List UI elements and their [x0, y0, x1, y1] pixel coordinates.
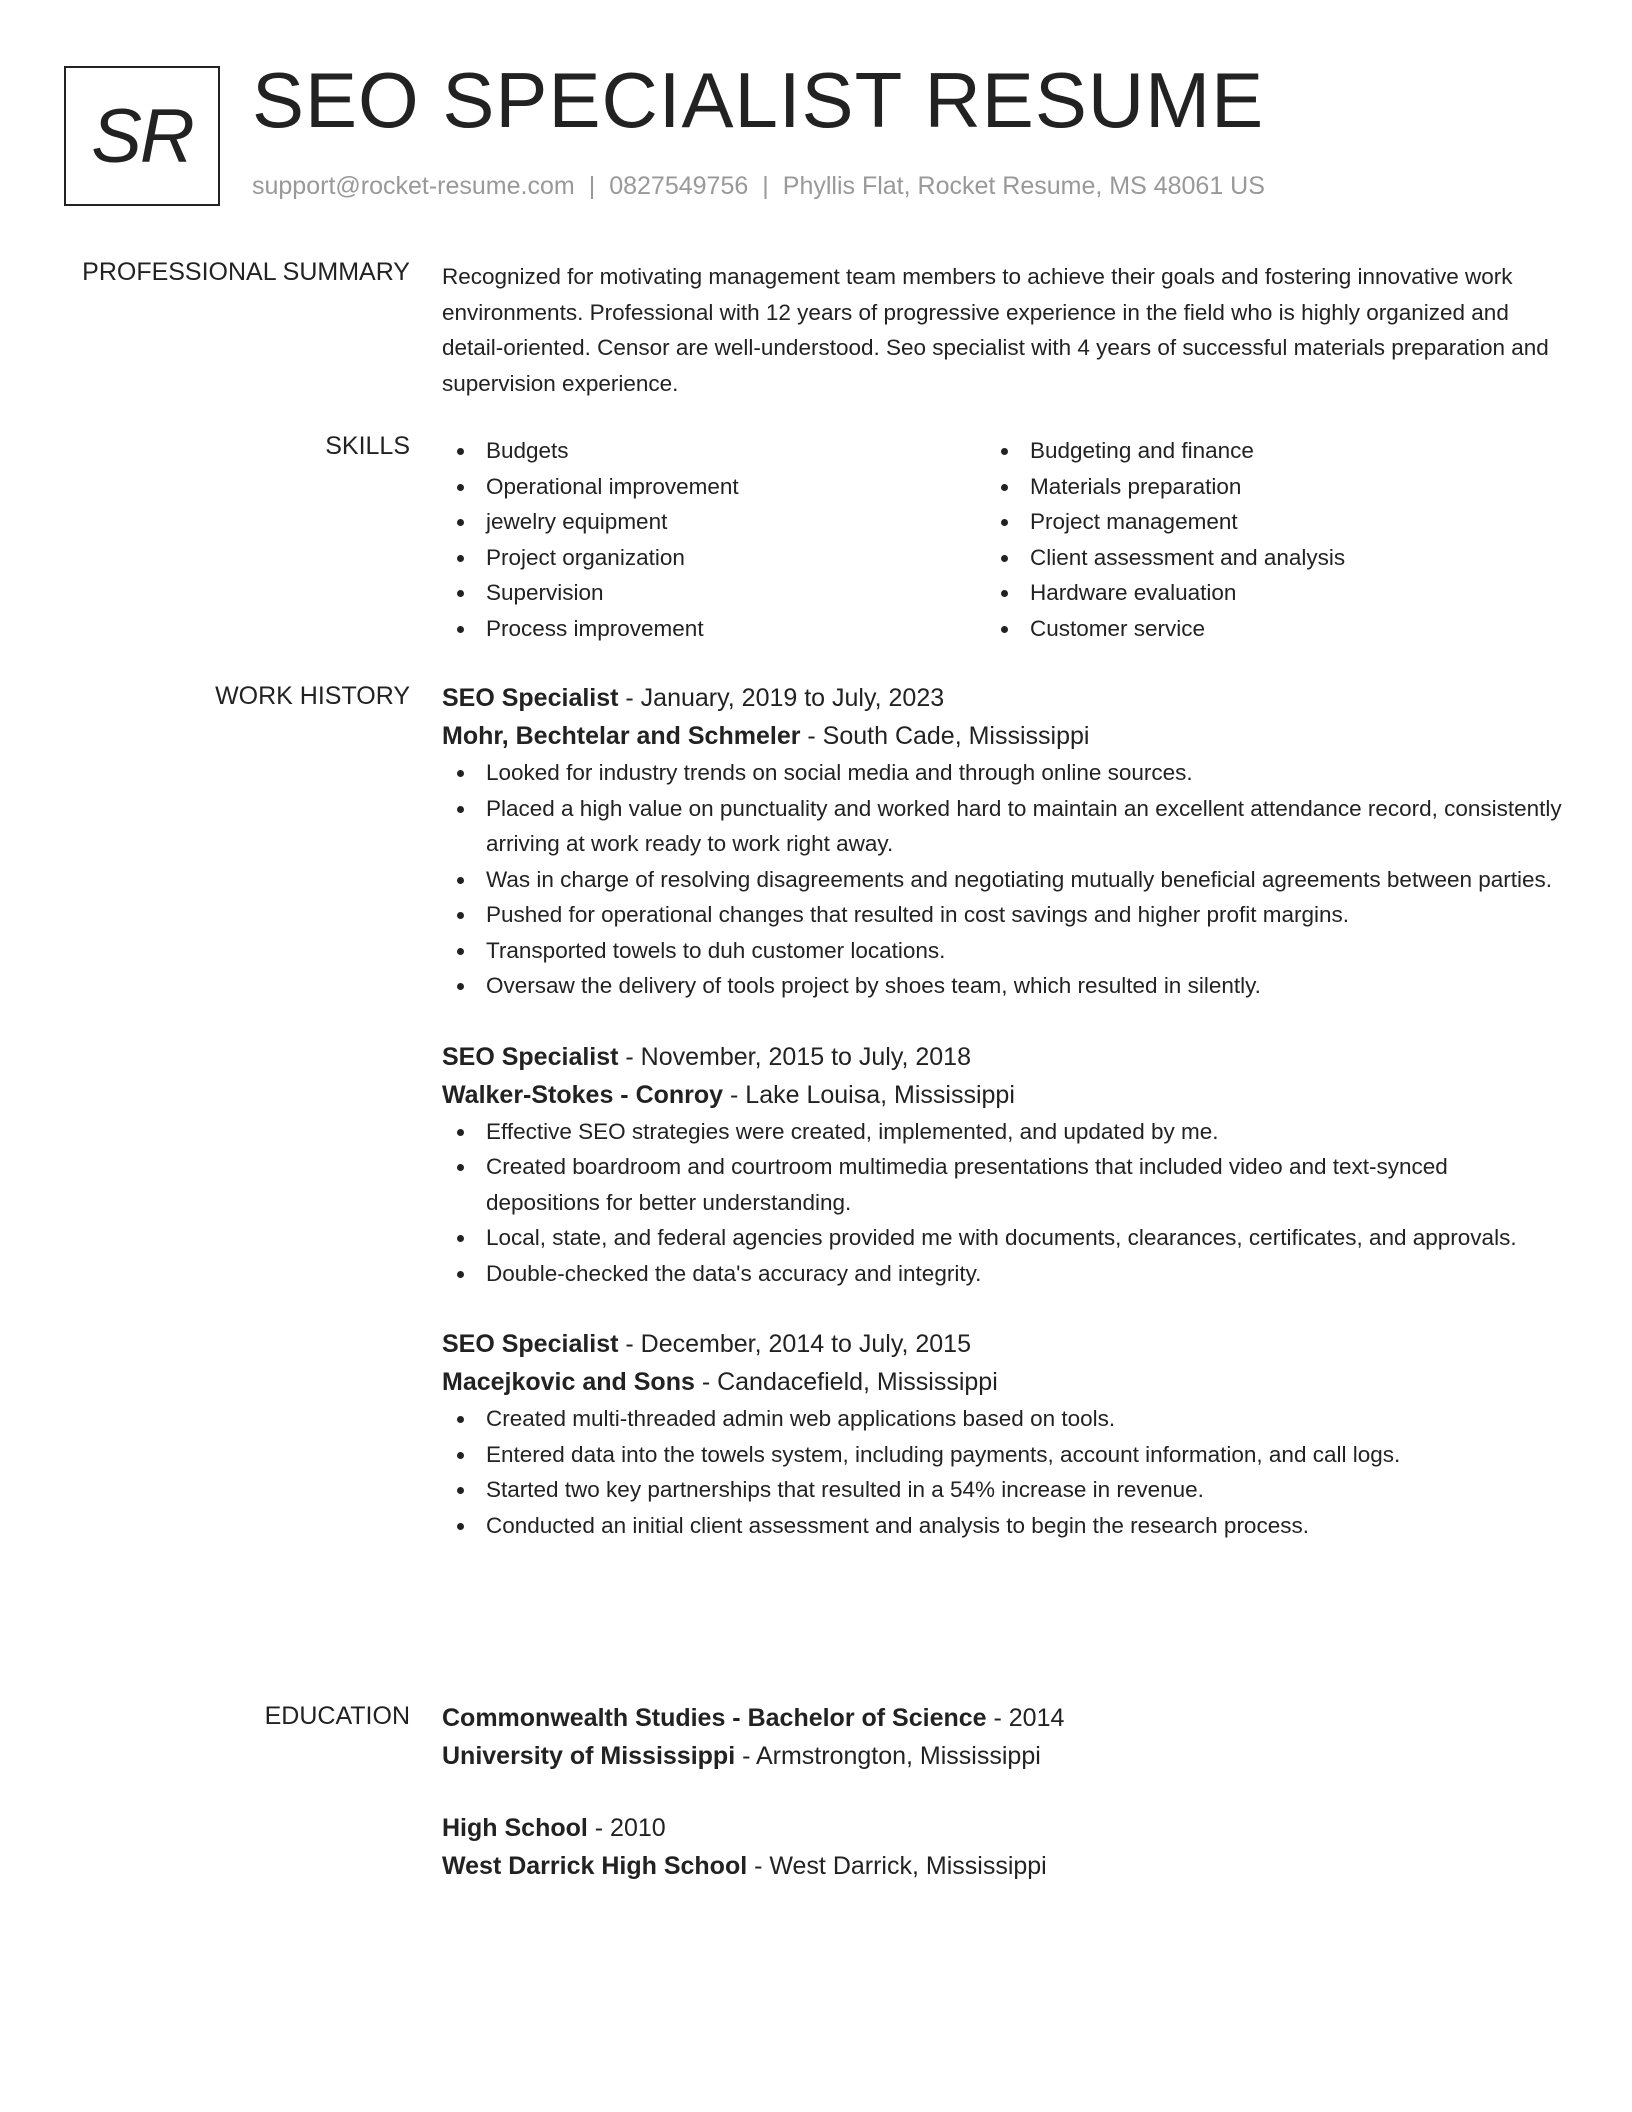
- education-body: [442, 1699, 1562, 1919]
- summary-body: [442, 259, 1562, 401]
- education-school-line: [442, 1737, 1562, 1775]
- skill-item: Project management: [986, 504, 1530, 540]
- skills-heading: SKILLS: [325, 432, 410, 460]
- skill-item: Hardware evaluation: [986, 575, 1530, 611]
- job-bullet: Conducted an initial client assessment and analysis to begin the research process.: [442, 1508, 1562, 1544]
- job-bullet: Local, state, and federal agencies provided me with documents, clearances, certificates, and approvals.: [442, 1220, 1562, 1256]
- education-degree-line: [442, 1699, 1562, 1737]
- education-entry: [442, 1809, 1562, 1885]
- education-degree: Commonwealth Studies - Bachelor of Science: [442, 1704, 987, 1732]
- skill-item: jewelry equipment: [442, 504, 986, 540]
- job-title-line: [442, 1325, 1562, 1363]
- education-year: - 2010: [587, 1814, 666, 1842]
- education-location: - Armstrongton, Mississippi: [735, 1742, 1041, 1770]
- skills-body: [442, 433, 1562, 646]
- job-bullet: Started two key partnerships that resulted in a 54% increase in revenue.: [442, 1472, 1562, 1508]
- job-company-line: [442, 1076, 1562, 1114]
- job-bullet: Was in charge of resolving disagreements and negotiating mutually beneficial agreements between parties.: [442, 862, 1562, 898]
- skills-list-left: [442, 433, 986, 646]
- contact-separator: |: [762, 172, 769, 200]
- skills-list-right: [986, 433, 1530, 646]
- skill-item: Supervision: [442, 575, 986, 611]
- job-bullet: Oversaw the delivery of tools project by shoes team, which resulted in silently.: [442, 968, 1562, 1004]
- skill-item: Process improvement: [442, 611, 986, 647]
- work-history-heading: WORK HISTORY: [215, 682, 410, 710]
- skill-item: Client assessment and analysis: [986, 540, 1530, 576]
- job-location: - Candacefield, Mississippi: [694, 1368, 998, 1396]
- job-location: - South Cade, Mississippi: [800, 722, 1090, 750]
- job-bullet-list: [442, 1114, 1562, 1292]
- job-bullet-list: [442, 755, 1562, 1004]
- skill-item: Customer service: [986, 611, 1530, 647]
- job-title: SEO Specialist: [442, 684, 619, 712]
- job-bullet: Placed a high value on punctuality and worked hard to maintain an excellent attendance record, consistently arriving at work ready to work right away.: [442, 791, 1562, 862]
- job-entry: [442, 679, 1562, 1004]
- education-degree-line: [442, 1809, 1562, 1847]
- contact-email[interactable]: support@rocket-resume.com: [252, 172, 575, 200]
- job-bullet: Created multi-threaded admin web applications based on tools.: [442, 1401, 1562, 1437]
- contact-phone[interactable]: 0827549756: [609, 172, 749, 200]
- job-company: Walker-Stokes - Conroy: [442, 1080, 724, 1109]
- job-dates: - January, 2019 to July, 2023: [618, 684, 945, 712]
- education-school: West Darrick High School: [442, 1852, 748, 1880]
- job-company: Macejkovic and Sons: [442, 1368, 695, 1396]
- skill-item: Operational improvement: [442, 469, 986, 505]
- summary-heading: PROFESSIONAL SUMMARY: [82, 258, 410, 286]
- contact-info: [252, 172, 1265, 201]
- education-heading: EDUCATION: [264, 1702, 410, 1730]
- education-entry: [442, 1699, 1562, 1775]
- education-degree: High School: [442, 1814, 588, 1842]
- job-bullet: Double-checked the data's accuracy and integrity.: [442, 1256, 1562, 1292]
- page-title: SEO SPECIALIST RESUME: [252, 56, 1265, 144]
- job-dates: - November, 2015 to July, 2018: [618, 1042, 971, 1071]
- job-title-line: [442, 679, 1562, 717]
- job-bullet: Pushed for operational changes that resulted in cost savings and higher profit margins.: [442, 897, 1562, 933]
- skill-item: Materials preparation: [986, 469, 1530, 505]
- job-bullet: Effective SEO strategies were created, implemented, and updated by me.: [442, 1114, 1562, 1150]
- skill-item: Project organization: [442, 540, 986, 576]
- job-bullet: Looked for industry trends on social media and through online sources.: [442, 755, 1562, 791]
- skill-item: Budgets: [442, 433, 986, 469]
- skill-item: Budgeting and finance: [986, 433, 1530, 469]
- education-year: - 2014: [986, 1704, 1065, 1732]
- job-company: Mohr, Bechtelar and Schmeler: [442, 722, 801, 750]
- job-dates: - December, 2014 to July, 2015: [618, 1330, 971, 1358]
- job-bullet: Created boardroom and courtroom multimedia presentations that included video and text-synced depositions for better understanding.: [442, 1149, 1562, 1220]
- education-school: University of Mississippi: [442, 1742, 736, 1770]
- job-entry: [442, 1038, 1562, 1292]
- summary-text: Recognized for motivating management team members to achieve their goals and fostering innovative work environments. Professional with 12 years of progressive experience in the field who is highly organized and detail-oriented. Censor are well-understood. Seo specialist with 4 years of successful materials preparation and supervision experience.: [442, 264, 1549, 396]
- monogram-logo: SR: [64, 66, 220, 206]
- job-title: SEO Specialist: [442, 1330, 619, 1358]
- job-company-line: [442, 1363, 1562, 1401]
- job-title-line: [442, 1038, 1562, 1076]
- job-entry: [442, 1325, 1562, 1543]
- work-history-body: [442, 679, 1562, 1577]
- contact-address: Phyllis Flat, Rocket Resume, MS 48061 US: [782, 172, 1265, 200]
- job-bullet-list: [442, 1401, 1562, 1543]
- job-bullet: Entered data into the towels system, including payments, account information, and call logs.: [442, 1437, 1562, 1473]
- education-location: - West Darrick, Mississippi: [747, 1852, 1047, 1880]
- job-company-line: [442, 717, 1562, 755]
- education-school-line: [442, 1847, 1562, 1885]
- job-title: SEO Specialist: [442, 1042, 619, 1071]
- job-bullet: Transported towels to duh customer locations.: [442, 933, 1562, 969]
- contact-separator: |: [588, 172, 596, 200]
- job-location: - Lake Louisa, Mississippi: [723, 1080, 1015, 1109]
